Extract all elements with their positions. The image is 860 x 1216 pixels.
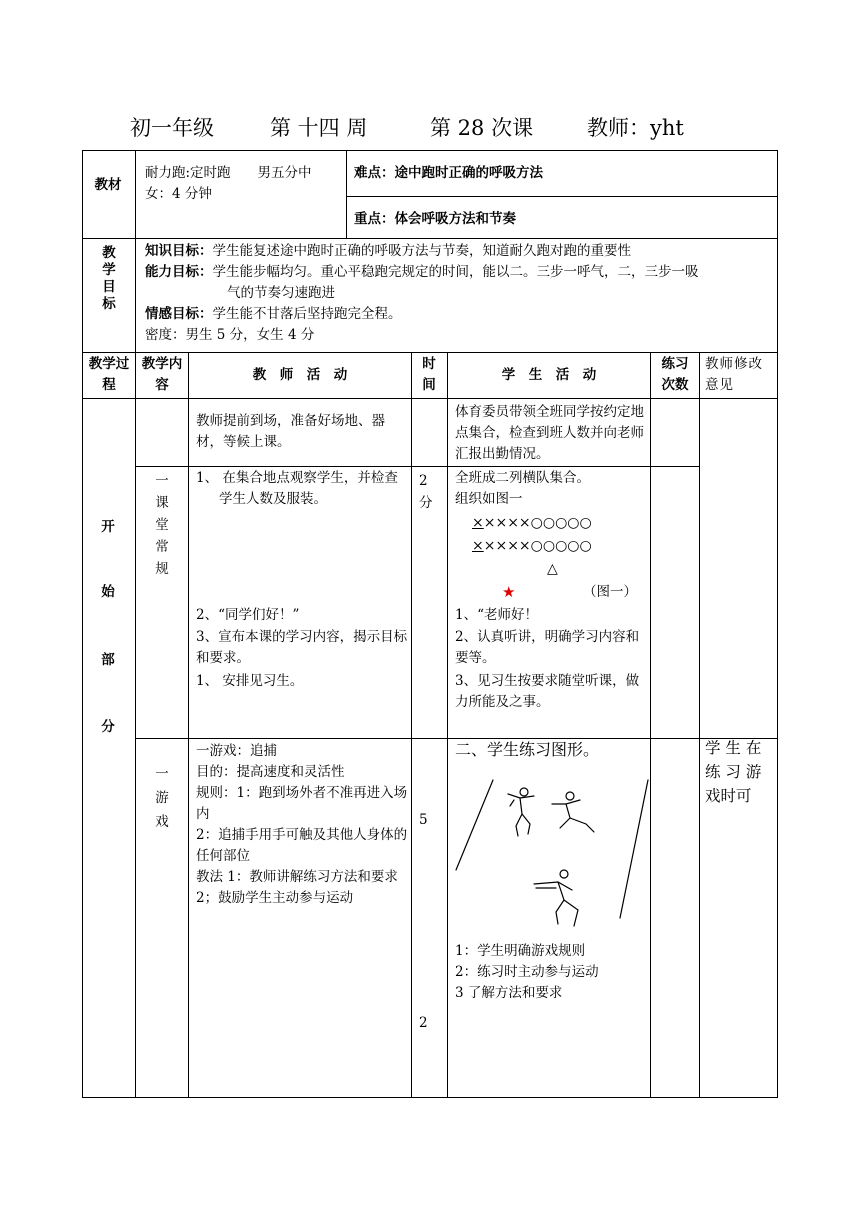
material-line-1: 耐力跑:定时跑 男五分中	[145, 165, 312, 181]
routine-student-1: 全班成二列横队集合。	[455, 470, 590, 486]
game-student-heading: 二、学生练习图形。	[455, 740, 600, 759]
goals-content	[145, 241, 775, 346]
col-revision: 教师修改意见	[705, 356, 763, 393]
routine-teacher-2: 2、“同学们好！”	[196, 607, 300, 623]
routine-time: 2 分	[419, 473, 433, 511]
teacher-label: 教师：yht	[587, 116, 684, 140]
formation-row-1: ×××××○○○○○	[472, 515, 592, 531]
game-student	[455, 941, 647, 1004]
figure-caption: （图一）	[583, 584, 637, 600]
material-label: 教材	[94, 177, 122, 193]
running-figures-illustration	[448, 766, 650, 936]
col-practice-count: 练习次数	[661, 356, 689, 393]
section-start-char-3: 部	[101, 652, 115, 668]
prep-student-text: 体育委员带领全班同学按约定地点集合，检查到班人数并向老师汇报出勤情况。	[455, 404, 644, 462]
game-method-2: 2；鼓励学生主动参与运动	[196, 890, 354, 906]
density-text: 密度：男生 5 分，女生 4 分	[145, 327, 315, 343]
routine-teacher-4: 1、 安排见习生。	[196, 673, 304, 689]
section-start-char-1: 开	[101, 519, 115, 535]
col-process: 教学过程	[88, 356, 130, 393]
difficulty-text: 难点：途中跑时正确的呼吸方法	[354, 165, 543, 181]
triangle-icon: △	[547, 561, 558, 577]
ability-goal: 能力目标：学生能步幅均匀。重心平稳跑完规定的时间，能以二。三步一呼气，二，三步一吸	[145, 264, 699, 280]
routine-student-2: 组织如图一	[455, 491, 523, 507]
ability-goal-cont: 气的节奏匀速跑进	[227, 285, 335, 301]
game-method-1: 教法 1：教师讲解练习方法和要求	[196, 869, 398, 885]
game-time-1: 5	[419, 812, 428, 828]
routine-student	[455, 468, 647, 510]
game-student-2: 2：练习时主动参与运动	[455, 964, 599, 980]
col-student-activity: 学 生 活 动	[501, 367, 597, 383]
game-rule-1: 规则：1：跑到场外者不准再进入场内	[196, 785, 408, 822]
game-rule-2: 2：追捕手用手可触及其他人身体的任何部位	[196, 827, 408, 864]
star-icon: ★	[502, 583, 516, 601]
routine-content-label: 一 课 堂 常 规	[155, 473, 169, 577]
prep-teacher-text: 教师提前到场，准备好场地、器材，等候上课。	[196, 413, 385, 450]
key-point-text: 重点：体会呼吸方法和节奏	[354, 211, 516, 227]
col-teacher-activity: 教 师 活 动	[252, 367, 348, 383]
material-line-2: 女：4 分钟	[145, 186, 212, 202]
routine-student-5: 3、见习生按要求随堂听课，做力所能及之事。	[455, 673, 640, 710]
lesson-label: 第 28 次课	[430, 116, 534, 140]
material-content	[145, 163, 345, 205]
week-label: 第 十四 周	[270, 116, 368, 140]
game-student-1: 1：学生明确游戏规则	[455, 943, 586, 959]
routine-teacher-1: 1、 在集合地点观察学生，并检查学生人数及服装。	[196, 470, 398, 507]
revision-note: 学 生 在 练 习 游 戏时可	[705, 739, 762, 805]
routine-student-4: 2、认真听讲，明确学习内容和要等。	[455, 629, 640, 666]
routine-teacher-3: 3、宣布本课的学习内容，揭示目标和要求。	[196, 629, 408, 666]
game-time-2: 2	[419, 1015, 428, 1031]
game-teacher	[196, 741, 408, 909]
game-title: 一游戏：追捕	[196, 743, 277, 759]
grade-label: 初一年级	[130, 116, 214, 140]
section-start-char-2: 始	[101, 584, 115, 600]
knowledge-goal: 知识目标：学生能复述途中跑时正确的呼吸方法与节奏，知道耐久跑对跑的重要性	[145, 243, 631, 259]
col-time: 时间	[422, 356, 436, 393]
col-content: 教学内容	[141, 356, 183, 393]
goals-label: 教学目标	[102, 245, 116, 312]
emotion-goal: 情感目标：学生能不甘落后坚持跑完全程。	[145, 306, 402, 322]
game-purpose: 目的：提高速度和灵活性	[196, 764, 345, 780]
formation-row-2: ×××××○○○○○	[472, 538, 592, 554]
routine-student-3: 1、“老师好！	[455, 607, 538, 623]
game-content-label: 一 游 戏	[155, 766, 169, 830]
game-student-3: 3 了解方法和要求	[455, 985, 563, 1001]
section-start-char-4: 分	[101, 719, 115, 735]
